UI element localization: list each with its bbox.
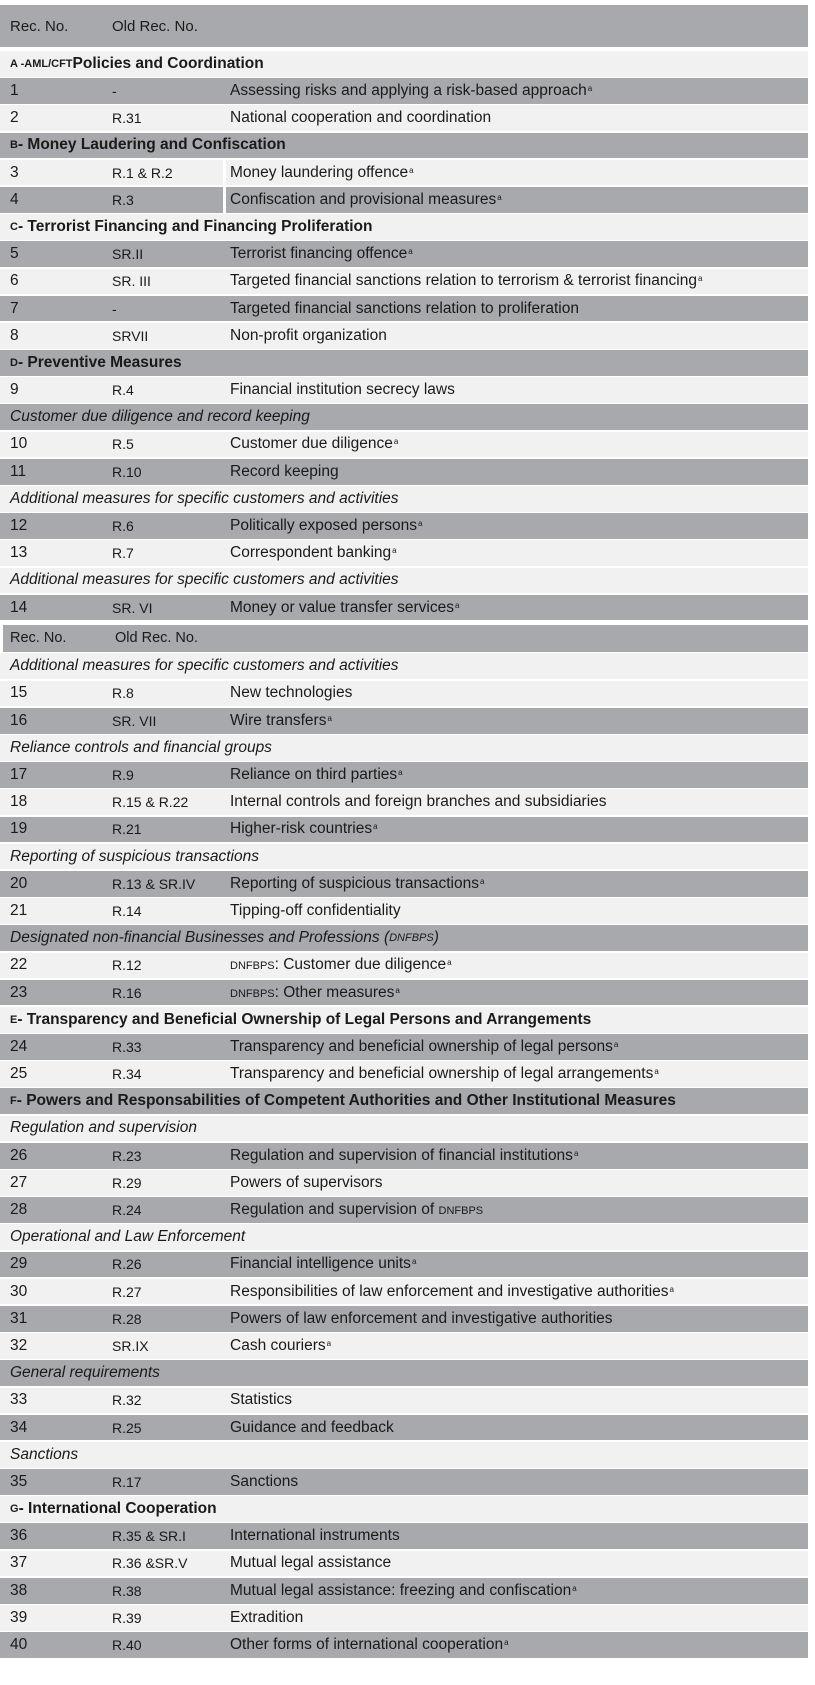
section-g: G - International Cooperation xyxy=(0,1496,808,1522)
table-row: 27 R.29 Powers of supervisors xyxy=(0,1170,808,1196)
table-row: 30 R.27 Responsibilities of law enforcement and investigative authorities$^a$ xyxy=(0,1279,808,1305)
footnote-marker: a xyxy=(395,985,400,995)
footnote-marker: a xyxy=(654,1067,659,1077)
subheading-operational: Operational and Law Enforcement xyxy=(0,1224,808,1250)
subheading-dnfbps: Designated non-financial Businesses and Professions ( DNFBPS ) xyxy=(0,925,808,951)
footnote-marker: a xyxy=(573,1148,579,1158)
footnote-marker: a xyxy=(613,1039,619,1049)
table-row: 11 R.10 Record keeping xyxy=(0,459,808,485)
table-row: 26 R.23 Regulation and supervision of financial institutions$^a$ xyxy=(0,1143,808,1169)
table-row: 8 SRVII Non-profit organization xyxy=(0,323,808,349)
header-old-rec-no: Old Rec. No. xyxy=(112,17,198,35)
subheading-additional-measures: Additional measures for specific customers and activities xyxy=(0,653,808,679)
table-row: 12 R.6 Politically exposed persons$^a$ xyxy=(0,513,808,539)
subheading-reliance: Reliance controls and financial groups xyxy=(0,735,808,761)
table-row: 40 R.40 Other forms of international cooperation$^a$ xyxy=(0,1632,808,1658)
table-row: 21 R.14 Tipping-off confidentiality xyxy=(0,898,808,924)
table-row: 9 R.4 Financial institution secrecy laws xyxy=(0,377,808,403)
subheading-additional-measures: Additional measures for specific customers and activities xyxy=(0,486,808,512)
footnote-marker: a xyxy=(326,1338,332,1348)
section-d: D - Preventive Measures xyxy=(0,350,808,376)
table-row: 13 R.7 Correspondent banking$^a$ xyxy=(0,540,808,566)
footnote-marker: a xyxy=(697,274,703,284)
subheading-reporting: Reporting of suspicious transactions xyxy=(0,844,808,870)
table-row: 31 R.28 Powers of law enforcement and investigative authorities xyxy=(0,1306,808,1332)
subheading-sanctions: Sanctions xyxy=(0,1442,808,1468)
table-header xyxy=(0,5,808,47)
subheading-regulation: Regulation and supervision xyxy=(0,1116,808,1142)
section-c: C - Terrorist Financing and Financing Proliferation xyxy=(0,214,808,240)
table-row: 37 R.36 &SR.V Mutual legal assistance xyxy=(0,1551,808,1577)
footnote-marker: a xyxy=(454,600,460,610)
table-row: 4 R.3 Confiscation and provisional measures$^a$ xyxy=(0,187,808,213)
footnote-marker: a xyxy=(669,1284,674,1294)
subheading-additional-measures: Additional measures for specific customers and activities xyxy=(0,568,808,594)
footnote-marker: a xyxy=(393,437,399,447)
footnote-marker: a xyxy=(447,958,452,968)
footnote-marker: a xyxy=(572,1583,577,1593)
footnote-marker: a xyxy=(587,84,593,94)
table-row: 1 - Assessing risks and applying a risk-based approach$^a$ xyxy=(0,78,808,104)
table-row: 35 R.17 Sanctions xyxy=(0,1469,808,1495)
table-row: 19 R.21 Higher-risk countries$^a$ xyxy=(0,817,808,843)
table-row: 28 R.24 Regulation and supervision of DNFBPS xyxy=(0,1197,808,1223)
table-row: 22 R.12 DNFBPS: Customer due diligence$^a$ xyxy=(0,953,808,979)
footnote-marker: a xyxy=(398,768,403,778)
table-row: 18 R.15 & R.22 Internal controls and foreign branches and subsidiaries xyxy=(0,789,808,815)
footnote-marker: a xyxy=(392,546,397,556)
table-row: 15 R.8 New technologies xyxy=(0,681,808,707)
table-row: 16 SR. VII Wire transfers$^a$ xyxy=(0,708,808,734)
section-b: B - Money Laudering and Confiscation xyxy=(0,133,808,159)
footnote-marker: a xyxy=(504,1638,509,1648)
section-e: E - Transparency and Beneficial Ownership of Legal Persons and Arrangements xyxy=(0,1007,808,1033)
subheading-general: General requirements xyxy=(0,1360,808,1386)
table-row: 7 - Targeted financial sanctions relation to proliferation xyxy=(0,296,808,322)
header-rec-no: Rec. No. xyxy=(10,17,69,35)
subheading-cdd: Customer due diligence and record keeping xyxy=(0,404,808,430)
table-row: 36 R.35 & SR.I International instruments xyxy=(0,1523,808,1549)
table-header-repeat xyxy=(3,625,808,652)
table-row: 32 SR.IX Cash couriers$^a$ xyxy=(0,1333,808,1359)
table-row: 17 R.9 Reliance on third parties$^a$ xyxy=(0,762,808,788)
section-f: F - Powers and Responsabilities of Competent Authorities and Other Institutional Measures xyxy=(0,1088,808,1114)
table-row: 20 R.13 & SR.IV Reporting of suspicious transactions$^a$ xyxy=(0,871,808,897)
table-row: 5 SR.II Terrorist financing offence$^a$ xyxy=(0,241,808,267)
footnote-marker: a xyxy=(327,713,332,723)
footnote-marker: a xyxy=(409,165,414,175)
table-row: 6 SR. III Targeted financial sanctions relation to terrorism & terrorist financing$^a$ xyxy=(0,269,808,295)
table-row: 10 R.5 Customer due diligence$^a$ xyxy=(0,432,808,458)
table-row: 23 R.16 DNFBPS: Other measures$^a$ xyxy=(0,980,808,1006)
table-row: 14 SR. VI Money or value transfer services$^a$ xyxy=(0,595,808,621)
header-old-rec-no: Old Rec. No. xyxy=(115,630,198,647)
table-row: 39 R.39 Extradition xyxy=(0,1605,808,1631)
footnote-marker: a xyxy=(417,519,423,529)
table-row: 24 R.33 Transparency and beneficial ownership of legal persons$^a$ xyxy=(0,1034,808,1060)
footnote-marker: a xyxy=(480,876,485,886)
table-row: 2 R.31 National cooperation and coordination xyxy=(0,105,808,131)
table-row: 33 R.32 Statistics xyxy=(0,1388,808,1414)
table-row: 34 R.25 Guidance and feedback xyxy=(0,1415,808,1441)
footnote-marker: a xyxy=(497,192,502,202)
footnote-marker: a xyxy=(411,1257,417,1267)
table-row: 25 R.34 Transparency and beneficial ownership of legal arrangements$^a$ xyxy=(0,1061,808,1087)
table-row: 3 R.1 & R.2 Money laundering offence$^a$ xyxy=(0,160,808,186)
table-row: 38 R.38 Mutual legal assistance: freezing and confiscation$^a$ xyxy=(0,1578,808,1604)
footnote-marker: a xyxy=(408,247,413,257)
footnote-marker: a xyxy=(373,822,378,832)
section-a: A - AML/CFT Policies and Coordination xyxy=(0,51,808,77)
header-rec-no: Rec. No. xyxy=(10,630,67,647)
table-row: 29 R.26 Financial intelligence units$^a$ xyxy=(0,1252,808,1278)
